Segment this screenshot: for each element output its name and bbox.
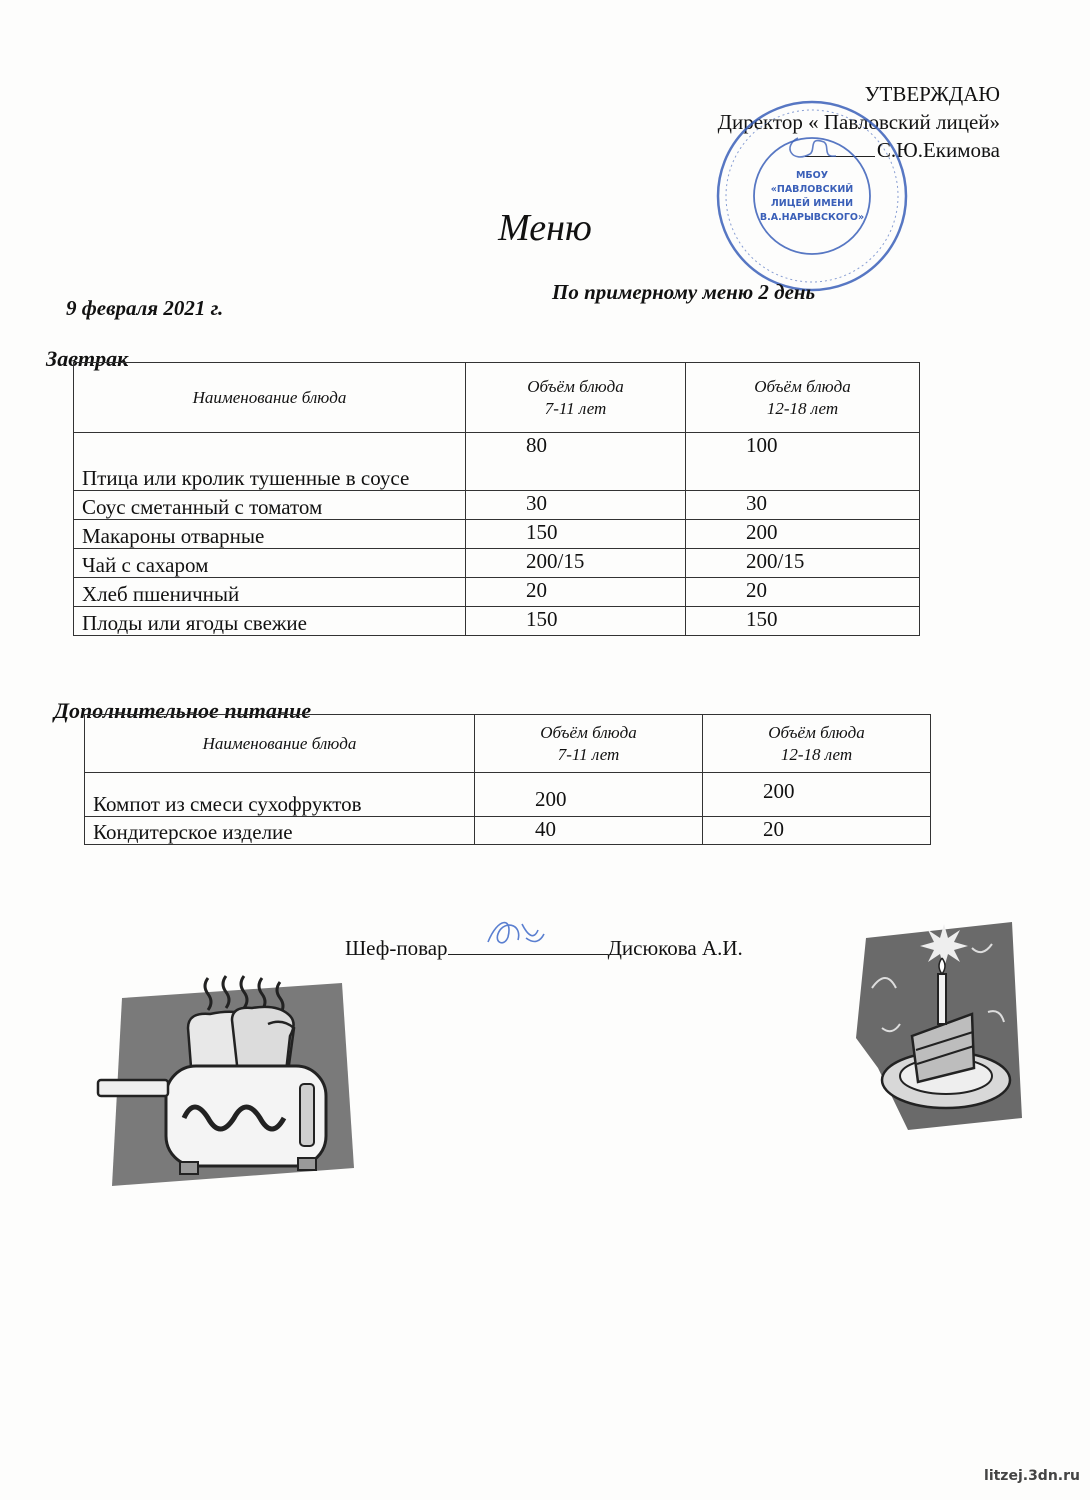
menu-date: 9 февраля 2021 г. <box>66 296 224 320</box>
table-row <box>74 520 920 549</box>
dish-name: Хлеб пшеничный <box>74 578 466 607</box>
approval-heading: УТВЕРЖДАЮ <box>864 82 1000 106</box>
column-header-dish: Наименование блюда <box>74 363 466 433</box>
stamp-line-1: МБОУ <box>795 170 829 181</box>
table-header-row <box>85 715 931 773</box>
dish-name: Чай с сахаром <box>74 549 466 578</box>
volume-12-18: 200 <box>686 520 920 549</box>
dish-name: Птица или кролик тушенные в соусе <box>74 433 466 491</box>
volume-7-11: 80 <box>466 433 686 491</box>
table-row <box>85 773 931 817</box>
stamp-line-3: ЛИЦЕЙ ИМЕНИ <box>770 198 854 209</box>
volume-12-18: 200 <box>703 773 931 817</box>
chef-name: Дисюкова А.И. <box>607 936 743 960</box>
chef-label: Шеф-повар <box>345 936 448 960</box>
table-row <box>74 607 920 636</box>
volume-7-11: 200 <box>475 773 703 817</box>
stamp-line-4: В.А.НАРЫВСКОГО» <box>759 212 865 223</box>
approval-signer-name: С.Ю.Екимова <box>876 138 1000 162</box>
signature-scribble <box>478 912 638 952</box>
section-breakfast-heading: Завтрак <box>46 346 129 371</box>
volume-12-18: 30 <box>686 491 920 520</box>
volume-12-18: 20 <box>686 578 920 607</box>
menu-basis: По примерному меню 2 день <box>552 280 816 304</box>
volume-7-11: 20 <box>466 578 686 607</box>
dish-name: Кондитерское изделие <box>85 817 475 845</box>
volume-7-11: 150 <box>466 607 686 636</box>
volume-12-18: 150 <box>686 607 920 636</box>
extra-table <box>84 714 931 845</box>
volume-12-18: 20 <box>703 817 931 845</box>
column-header-volume-12-18: Объём блюда 12-18 лет <box>703 715 931 773</box>
page-title: Меню <box>498 207 592 249</box>
volume-7-11: 30 <box>466 491 686 520</box>
volume-7-11: 150 <box>466 520 686 549</box>
volume-7-11: 40 <box>475 817 703 845</box>
table-row <box>74 578 920 607</box>
stamp-line-2: «ПАВЛОВСКИЙ <box>770 184 854 195</box>
dish-name: Плоды или ягоды свежие <box>74 607 466 636</box>
column-header-volume-12-18: Объём блюда 12-18 лет <box>686 363 920 433</box>
approval-position: Директор « Павловский лицей» <box>717 110 1000 134</box>
dish-name: Соус сметанный с томатом <box>74 491 466 520</box>
table-row <box>74 491 920 520</box>
table-row <box>85 817 931 845</box>
table-row <box>74 433 920 491</box>
watermark: litzej.3dn.ru <box>984 1468 1080 1484</box>
section-extra-heading: Дополнительное питание <box>54 698 312 723</box>
volume-12-18: 200/15 <box>686 549 920 578</box>
dish-name: Макароны отварные <box>74 520 466 549</box>
chef-signature <box>448 934 608 955</box>
table-header-row <box>74 363 920 433</box>
table-row <box>74 549 920 578</box>
toaster-illustration <box>92 968 362 1198</box>
chef-signature-line <box>345 934 743 961</box>
breakfast-table <box>73 362 920 636</box>
volume-7-11: 200/15 <box>466 549 686 578</box>
column-header-volume-7-11: Объём блюда 7-11 лет <box>466 363 686 433</box>
dish-name: Компот из смеси сухофруктов <box>85 773 475 817</box>
column-header-dish: Наименование блюда <box>85 715 475 773</box>
cake-illustration <box>852 918 1027 1143</box>
official-stamp <box>712 96 912 296</box>
column-header-volume-7-11: Объём блюда 7-11 лет <box>475 715 703 773</box>
volume-12-18: 100 <box>686 433 920 491</box>
